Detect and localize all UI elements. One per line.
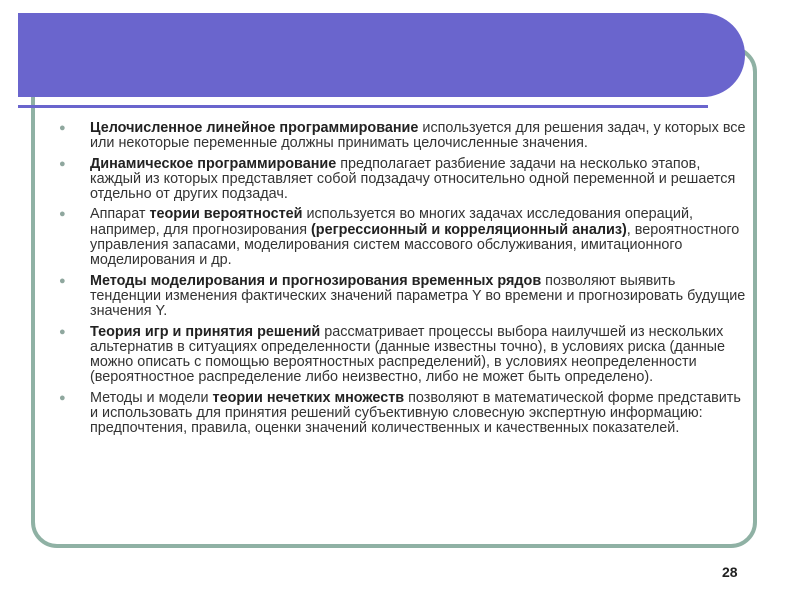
item-term: теории вероятностей [149,206,303,223]
slide-content [56,121,746,442]
title-banner [18,13,745,97]
item-term: Методы моделирования и прогнозирования временных рядов [90,272,542,289]
item-text: используется во многих задачах исследования операций, например, для прогнозирования [90,206,693,238]
item-text: позволяют в математической форме представить и использовать для принятия решений субъективную словесную экспертную информацию: предпочтения, правила, оценки значений количественных и качественных показателей. [90,389,741,437]
item-text: рассматривает процессы выбора наилучшей из нескольких альтернатив в ситуациях определенности (данные известны точно), в условиях риска (данные можно описать с помощью вероятностных распределений), в условиях неопределенности (вероятностное распределение либо неизвестно, либо не может быть определено). [90,323,725,386]
item-term: теории нечетких множеств [212,389,405,406]
item-term: (регрессионный и корреляционный анализ) [311,221,627,238]
bullet-list [56,121,746,437]
bullet-icon: ● [59,157,66,170]
list-item [56,391,746,437]
item-term: Целочисленное линейное программирование [90,120,419,136]
item-term: Теория игр и принятия решений [90,323,321,340]
list-item [56,157,746,203]
item-text: Методы и модели [90,389,213,406]
bullet-icon: ● [59,122,66,134]
bullet-icon: ● [59,208,66,221]
bullet-icon: ● [59,325,66,338]
list-item [56,274,746,320]
item-text: Аппарат [90,206,150,223]
bullet-icon: ● [59,391,66,404]
item-term: Динамическое программирование [90,155,337,172]
bullet-icon: ● [59,274,66,287]
page-number: 28 [722,564,738,580]
title-underline [18,105,708,108]
item-text: предполагает разбиение задачи на несколько этапов, каждый из которых представляет собой подзадачу относительно одной переменной и решается отдельно от других подзадач. [90,155,736,203]
list-item [56,121,746,152]
list-item [56,325,746,386]
item-text: , вероятностного управления запасами, моделирования систем массового обслуживания, имитационного моделирования и др. [90,221,740,269]
item-text: позволяют выявить тенденции изменения фактических значений параметра Y во времени и прогнозировать будущие значения Y. [90,272,746,320]
item-text: используется для решения задач, у которых все или некоторые переменные должны принимать целочисленные значения. [90,120,746,152]
list-item [56,207,746,268]
